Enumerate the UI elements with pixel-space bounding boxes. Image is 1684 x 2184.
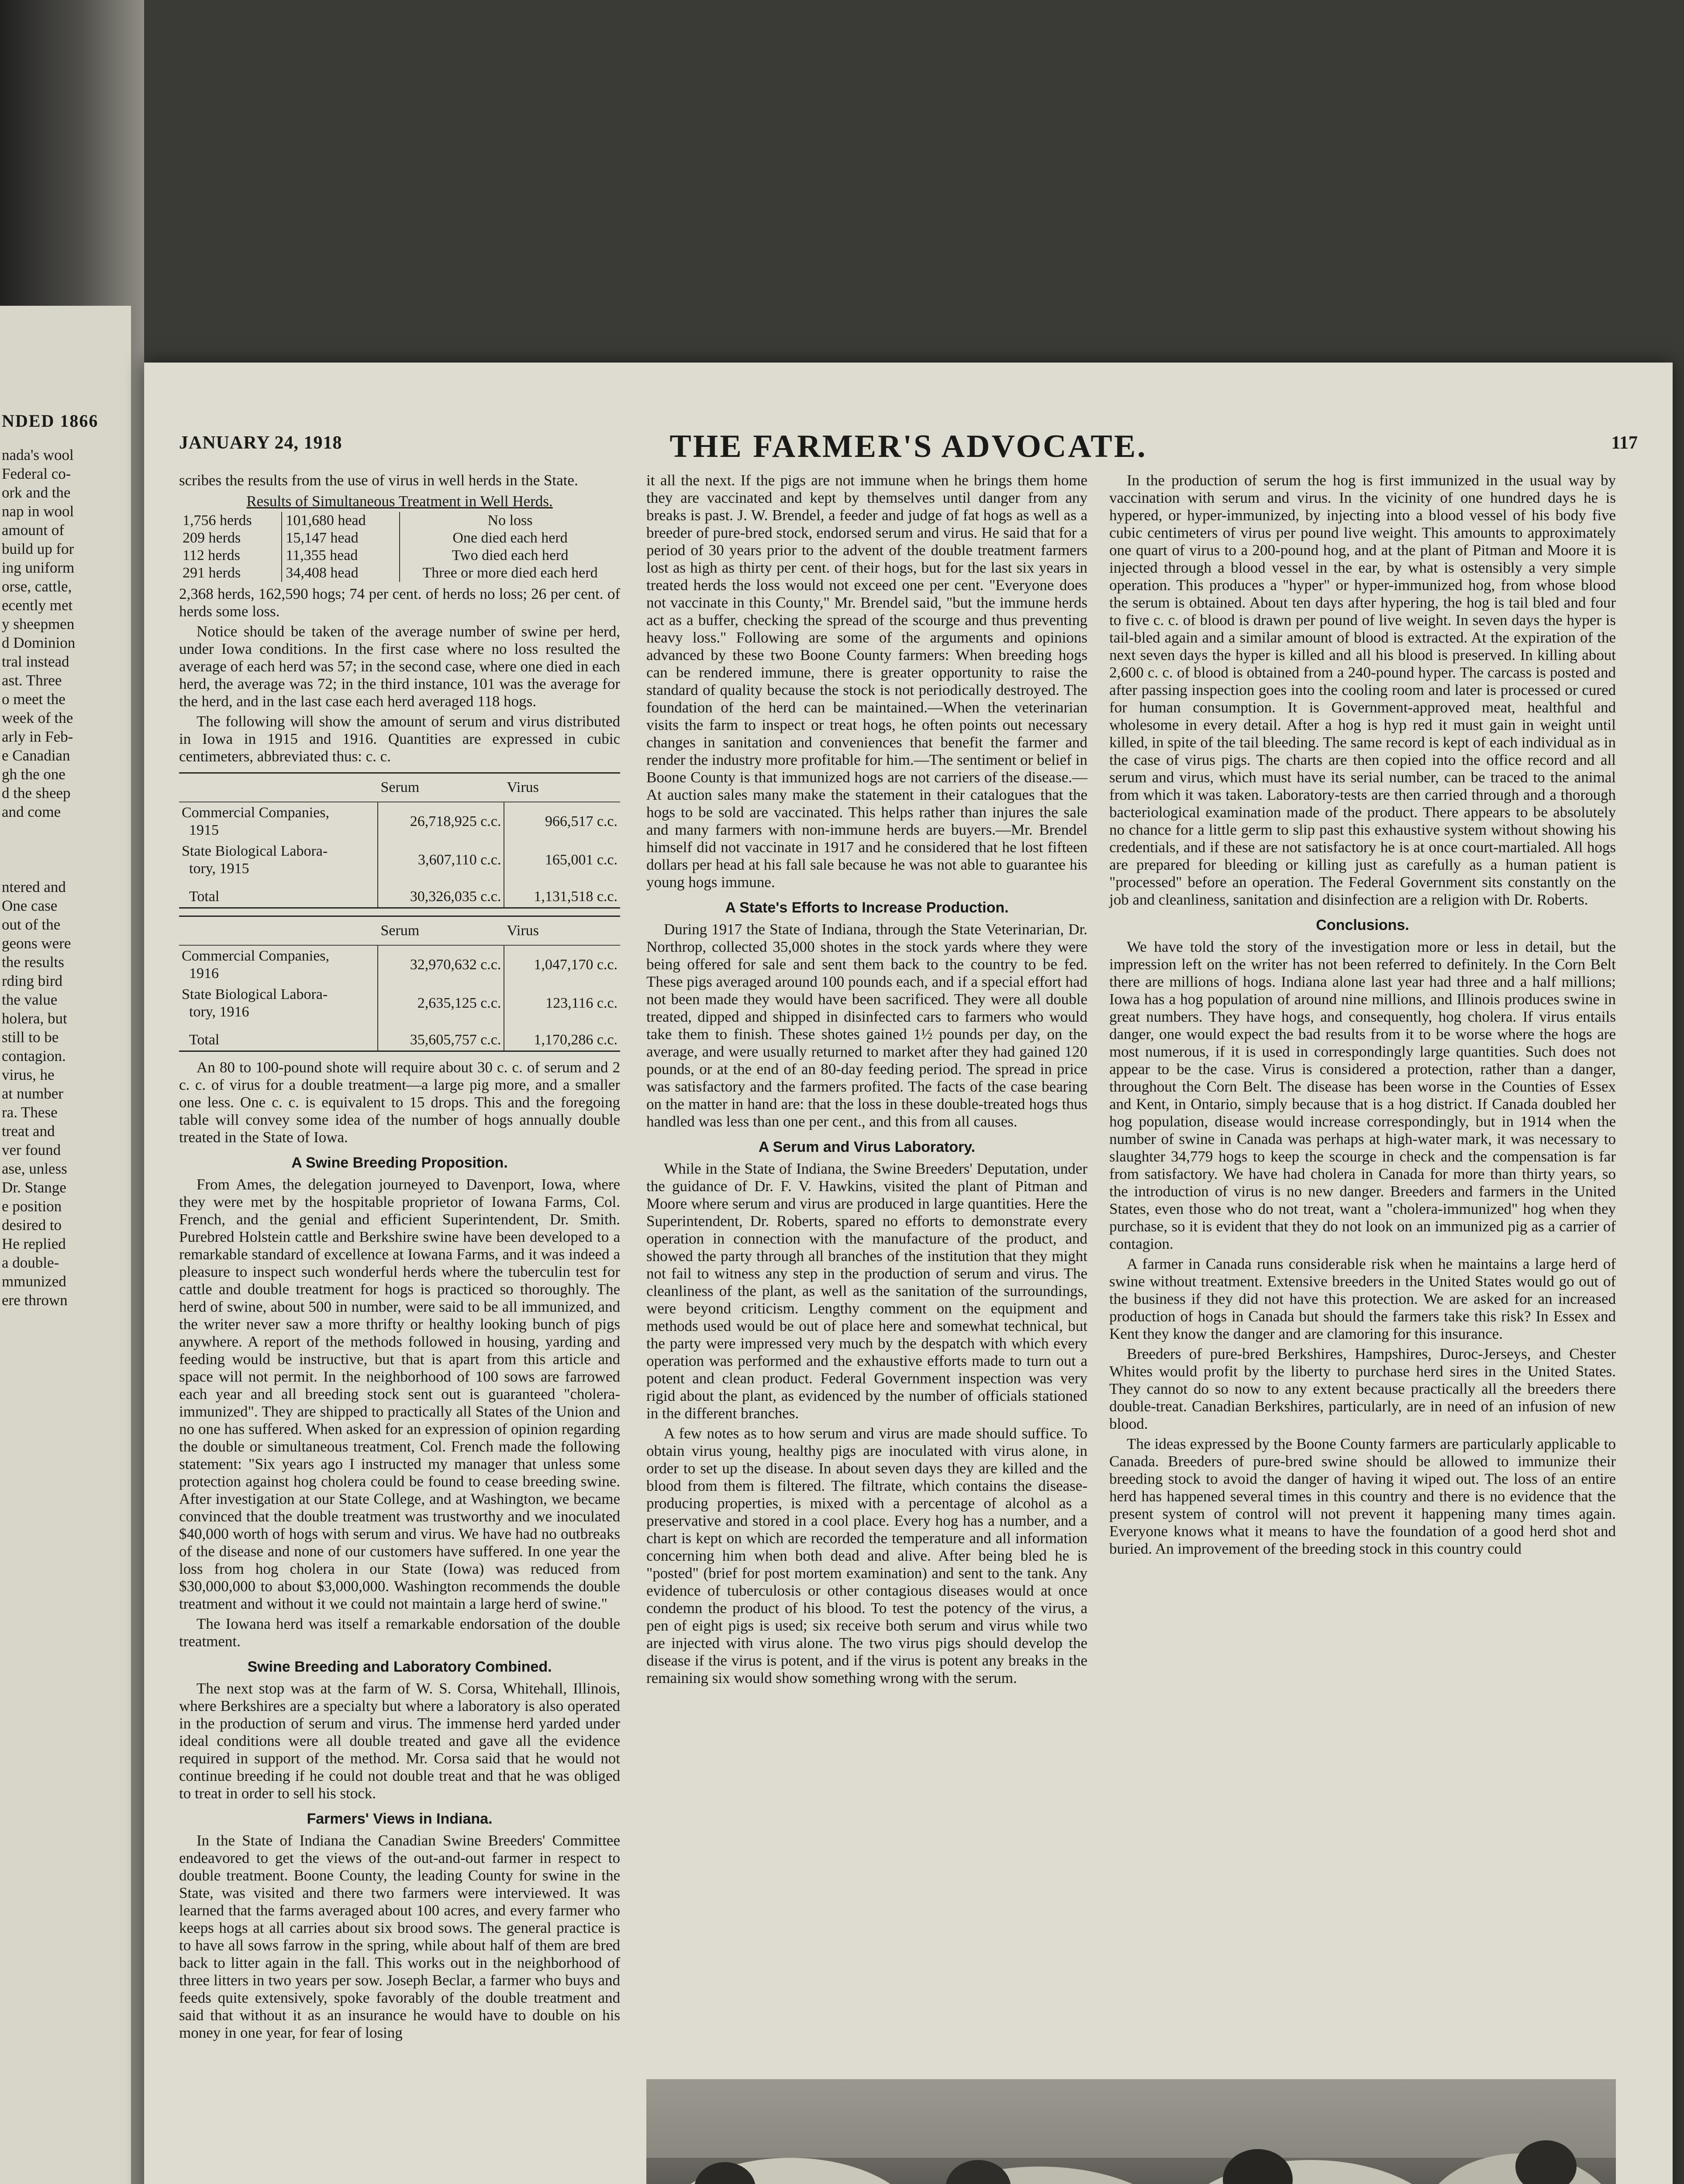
previous-page-line: ase, unless [2,1160,67,1177]
page-header [144,428,1673,467]
previous-page-line: week of the [2,709,73,726]
previous-page-line: He replied [2,1235,66,1252]
column-2 [646,472,1087,1690]
paragraph: From Ames, the delegation journeyed to Davenport, Iowa, where they were met by the hospitable proprietor of Iowana Farms, Col. French, and the genial and efficient Superintendent, Dr. Smith. Purebred Holstein cattle and Berkshire swine have been developed to a remarkable standard of excellence at Iowana Farms, and it was indeed a pleasure to inspect such wonderful herds where the tuberculin test for cattle and double treatment for hogs is practiced so thoroughly. The herd of swine, about 500 in number, were said to be all immunized, and the writer never saw a more thrifty or healthy looking bunch of pigs anywhere. A report of the methods followed in housing, yarding and feeding would be instructive, but that is apart from this article and space will not permit. In the neighborhood of 100 sows are farrowed each year and all breeding stock sent out is guaranteed "cholera-immunized". They are shipped to practically all States of the Union and no one has suffered. When asked for an expression of opinion regarding the double or simultaneous treatment, Col. French made the following statement: "Six years ago I instructed my manager that unless some protection against hog cholera could be found to cease breeding swine. After investigation at our State College, and at Washington, we became convinced that the double treatment was trustworthy and we inoculated $40,000 worth of hogs with serum and virus. We have had no outbreaks of the disease and none of our customers have suffered. In one year the loss from hog cholera in our State (Iowa) was reduced from $30,000,000 to about $3,000,000. Washington recommends the double treatment and without it we could not maintain a large herd of swine." [179,1176,620,1612]
table-row: 1,756 herds 101,680 head No loss [179,512,620,529]
previous-page-line: Federal co- [2,465,71,482]
previous-page-line [2,840,128,859]
previous-page-line: Dr. Stange [2,1179,66,1196]
table-row: State Biological Labora- tory, 1916 2,635,125 c.c. 123,116 c.c. [179,984,620,1023]
previous-page-line: ra. These [2,1104,58,1121]
previous-page-line: o meet the [2,691,66,708]
previous-page-line: virus, he [2,1066,55,1083]
previous-page-line: treat and [2,1123,55,1140]
paragraph: The ideas expressed by the Boone County farmers are particularly applicable to Canada. Breeders of pure-bred swine should be allowed to immunize their breeding stock to avoid the danger of having it wiped out. The loss of an entire herd has happened several times in this country and there is no evidence that the present system of control will not prevent it happening many times again. Everyone knows what it means to have the foundation of a good herd shot and buried. An improvement of the breeding stock in this country could [1109,1435,1616,1557]
page-number: 117 [1611,433,1638,453]
previous-page-line: y sheepmen [2,615,75,632]
previous-page-line: arly in Feb- [2,728,73,745]
previous-page-line: ecently met [2,597,73,614]
previous-page-line: gh the one [2,766,66,783]
sheep-photo-image [646,2079,1616,2184]
table-row: 112 herds 11,355 head Two died each herd [179,547,620,564]
results-summary: 2,368 herds, 162,590 hogs; 74 per cent. of herds no loss; 26 per cent. of herds some loss. [179,585,620,620]
previous-page-line: still to be [2,1029,59,1046]
section-heading: A Serum and Virus Laboratory. [758,1139,976,1155]
paragraph: In the production of serum the hog is first immunized in the usual way by vaccination with serum and virus. In the vicinity of one hundred days he is hypered, or hyper-immunized, by injecting into a blood vessel of his body five cubic centimeters of virus per pound live weight. This amounts to approximately one quart of virus to a 200-pound hog, and at the plant of Pitman and Moore it is injected through a blood vessel in the ear, by what is ostensibly a very simple operation. This produces a "hyper" or hyper-immunized hog, from whose blood the serum is obtained. About ten days after hypering, the hog is tail bled and four to five c. c. of blood is drawn per pound of live weight. In seven days the hyper is tail-bled again and a similar amount of blood is extracted. At the expiration of the next seven days the hyper is killed and all his blood is preserved. In killing about 2,600 c. c. of blood is obtained from a 240-pound hyper. The carcass is posted and after passing inspection goes into the cooling room and later is processed or cured for human consumption. It is Government-approved meat, healthful and wholesome in every detail. After a hog is hyp red it must gain in weight until killed, in spite of the tail bleeding. The same record is kept of each individual as in the case of virus pigs. The charts are then copied into the office record and all serum and virus, which must have its serial number, can be traced to the animal from which it was taken. Laboratory-tests are then carried through and a thorough bacteriological examination made of the product. There appears to be absolutely no chance for a little germ to slip past this exhaustive system without showing his credentials, and if these are not satisfactory he is at once court-martialed. All hogs are prepared for bleeding or killing just as carefully as a human patient is "processed" before an operation. The Federal Government sits constantly on the job and cleanliness, sanitation and disinfection are a religion with Dr. Roberts. [1109,472,1616,908]
previous-page-line: One case [2,897,58,914]
column-3 [1109,472,1616,1560]
previous-page-line: contagion. [2,1047,66,1064]
table-row: 291 herds 34,408 head Three or more died each herd [179,564,620,582]
paragraph: An 80 to 100-pound shote will require about 30 c. c. of serum and 2 c. c. of virus for a double treatment—a large pig more, and a smaller one less. One c. c. is equivalent to 15 drops. This and the foregoing table will convey some idea of the number of hogs annually double treated in the State of Iowa. [179,1059,620,1146]
paragraph: In the State of Indiana the Canadian Swine Breeders' Committee endeavored to get the views of the out-and-out farmer in respect to double treatment. Boone County, the leading County for swine in the State, was visited and there two farmers were interviewed. It was learned that the farms averaged about 100 acres, and every farmer who keeps hogs at all carries about six brood sows. The general practice is to have all sows farrow in the spring, while about half of them are bred back to litter again in the fall. This works out in the neighborhood of three litters in two years per sow. Joseph Beclar, a farmer who buys and feeds quite extensively, spoke favorably of the double treatment and said that without it as an insurance he would have to double on his money in one year, for fear of losing [179,1832,620,2041]
previous-page-line: ork and the [2,484,71,501]
table-row: 209 herds 15,147 head One died each herd [179,529,620,547]
newspaper-page [144,363,1673,2184]
previous-page-line: the value [2,991,58,1008]
previous-page-header: NDED 1866 [2,411,99,431]
section-heading: Farmers' Views in Indiana. [307,1811,493,1827]
previous-page-line: a double- [2,1254,59,1271]
table-row: Commercial Companies, 1916 32,970,632 c.c. 1,047,170 c.c. [179,945,620,984]
previous-page-line [2,821,128,840]
previous-page-text [2,446,128,1310]
previous-page-line: mmunized [2,1273,66,1290]
previous-page-line: orse, cattle, [2,578,72,595]
sheep-photograph [646,2079,1616,2184]
table-row: Commercial Companies, 1915 26,718,925 c.c. 966,517 c.c. [179,802,620,841]
paragraph: The Iowana herd was itself a remarkable endorsation of the double treatment. [179,1615,620,1650]
previous-page-line: tral instead [2,653,69,670]
previous-page-line: holera, but [2,1010,67,1027]
previous-page-line: ntered and [2,878,66,895]
paragraph: Breeders of pure-bred Berkshires, Hampshires, Duroc-Jerseys, and Chester Whites would profit by the liberty to purchase herd sires in the United States. They cannot do so now to any extent because practically all the breeders there double-treat. Canadian Berkshires, particularly, are in need of an infusion of new blood. [1109,1345,1616,1432]
previous-page-line: build up for [2,540,74,557]
paragraph: Notice should be taken of the average number of swine per herd, under Iowa conditions. In the first case where no loss resulted the average of each herd was 57; in the second case, where one died in each herd, the average was 72; in the third instance, 101 was the average for the herd, and in the last case each herd averaged 118 hogs. [179,623,620,710]
masthead-title: THE FARMER'S ADVOCATE. [669,429,1147,464]
paragraph: While in the State of Indiana, the Swine Breeders' Deputation, under the guidance of Dr. F. V. Hawkins, visited the plant of Pitman and Moore where serum and virus are produced in large quantities. Here the Superintendent, Dr. Roberts, spared no efforts to demonstrate every operation in connection with the manufacture of the product, and showed the party through all branches of the institution that they might not fail to witness any step in the production of serum and virus. The cleanliness of the plant, as well as the sanitation of the surroundings, were beyond criticism. Lengthy comment on the equipment and methods used would be out of place here and somewhat technical, but the party were impressed very much by the despatch with which every operation was performed and the exhaustive efforts made to turn out a potent and clean product. Federal Government inspection was very rigid about the plant, as evidenced by the number of officials stationed in the different branches. [646,1160,1087,1422]
previous-page-line: the results [2,954,64,971]
previous-page-line: at number [2,1085,63,1102]
previous-page-line: e position [2,1198,62,1215]
previous-page-line: amount of [2,522,64,539]
column-1 [179,472,620,2044]
previous-page-line: and come [2,803,61,820]
previous-page-line: ver found [2,1141,61,1158]
paragraph: A few notes as to how serum and virus are made should suffice. To obtain virus young, healthy pigs are inoculated with virus alone, in order to set up the disease. In about seven days they are killed and the blood from them is filtered. The filtrate, which contains the disease-producing properties, is mixed with a percentage of alcohol as a preservative and stored in a cool place. Every hog has a number, and a chart is kept on which are recorded the temperature and all information concerning him when both dead and alive. After being bled he is "posted" (brief for post mortem examination) and sent to the tank. Any evidence of tuberculosis or other contagious diseases would at once condemn the product of his blood. To test the potency of the virus, a pen of eight pigs is used; six receive both serum and virus while two are injected with virus alone. The two virus pigs should develop the disease if the virus is potent, and if the virus is potent any breaks in the remaining six would show something wrong with the serum. [646,1425,1087,1686]
serum-table-1915: Serum Virus Commercial Companies, 1915 26,718,925 c.c. 966,517 c.c. State Biological Labora- tory, 1915 3,607,110 c.c. 165,001 c.c. Total 30,326,035 c.c. 1,131,518 c.c. [179,772,620,909]
section-heading: A Swine Breeding Proposition. [291,1154,508,1171]
results-table-title: Results of Simultaneous Treatment in Well Herds. [246,493,553,510]
paragraph: During 1917 the State of Indiana, through the State Veterinarian, Dr. Northrop, collected 35,000 shotes in the stock yards where they were being offered for sale and sent them back to the country to be fed. These pigs averaged around 100 pounds each, and if a special effort had not been made they would have been sacrificed. They were all double treated, dipped and shipped in disinfected cars to farmers who would take them to finish. These shotes gained 1½ pounds per day, on the average, and were usually returned to market after they had gained 120 pounds, or at the end of an 80-day feeding period. The spread in price was satisfactory and the farmers profited. The facts of the case bearing on the matter in hand are: that the loss in these double-treated hogs thus handled was less than one per cent., and this from all causes. [646,921,1087,1130]
previous-page-line: ere thrown [2,1292,68,1309]
section-heading: A State's Efforts to Increase Production. [725,899,1009,916]
serum-table-1916: Serum Virus Commercial Companies, 1916 32,970,632 c.c. 1,047,170 c.c. State Biological Labora- tory, 1916 2,635,125 c.c. 123,116 c.c. Total 35,605,757 c.c. 1,170,286 c.c. [179,916,620,1052]
table-row: Total 35,605,757 c.c. 1,170,286 c.c. [179,1023,620,1051]
previous-page-line: rding bird [2,972,63,989]
previous-page-line: d the sheep [2,784,71,802]
table-row: Total 30,326,035 c.c. 1,131,518 c.c. [179,879,620,908]
previous-page-line: nap in wool [2,503,74,520]
previous-page-line: geons were [2,935,71,952]
previous-page-line: out of the [2,916,61,933]
previous-page-line: desired to [2,1216,62,1234]
previous-page-line: e Canadian [2,747,70,764]
paragraph: A farmer in Canada runs considerable risk when he maintains a large herd of swine without treatment. Extensive breeders in the United States would go out of the business if they did not have this protection. We are asked for an increased production of hogs in Canada but should the farmers take this risk? In Essex and Kent they know the danger and are clamoring for this insurance. [1109,1255,1616,1342]
issue-date: JANUARY 24, 1918 [179,433,342,453]
previous-page-line [2,859,128,878]
previous-page-line: d Dominion [2,634,76,651]
paragraph: scribes the results from the use of virus in well herds in the State. [179,472,578,489]
paragraph: it all the next. If the pigs are not immune when he brings them home they are vaccinated and kept by themselves until danger from any breaks is past. J. W. Brendel, a feeder and judge of fat hogs as well as a breeder of pure-bred stock, endorsed serum and virus. He said that for a period of 30 years prior to the advent of the double treatment farmers lost as high as thirty per cent. of their hogs, but for the last six years in treated herds the loss would not exceed one per cent. "Everyone does not vaccinate in this County," Mr. Brendel said, "but the immune herds act as a buffer, checking the spread of the scourge and thus preventing heavy loss." Following are some of the arguments and opinions advanced by these two Boone County farmers: When breeding hogs can be rendered immune, there is greater opportunity to raise the standard of quality because the stock is not periodically destroyed. The foundation of the herd can be maintained.—When the veterinarian visits the farm to inspect or treat hogs, he often points out necessary changes in sanitation and conveniences that benefit the farmer and render the industry more profitable for him.—The sentiment or belief in Boone County is that immunized hogs are not carriers of the disease.—At auction sales many make the statement in their catalogues that the hogs to be sold are vaccinated. This helps rather than injures the sale and many farmers with non-immune herds are buyers.—Mr. Brendel himself did not vaccinate in 1917 and he considered that he lost fifteen dollars per head at his fall sale because he was not able to guarantee his young hogs immune. [646,472,1087,891]
paragraph: The following will show the amount of serum and virus distributed in Iowa in 1915 and 1916. Quantities are expressed in cubic centimeters, abbreviated thus: c. c. [179,713,620,765]
previous-page-edge [0,306,131,2184]
results-table [179,493,620,582]
paragraph: We have told the story of the investigation more or less in detail, but the impression left on the writer has not been referred to definitely. In the Corn Belt there are millions of hogs. Indiana alone last year had three and a half millions; Iowa has a hog population of around nine millions, and Illinois produces swine in great numbers. They have hogs, and consequently, hog cholera. If virus entails danger, one would expect the bad results from it to be worse where the hogs are most numerous, if it is used in correspondingly large quantities. Such does not appear to be the case. Virus is considered a protection, rather than a danger, throughout the Corn Belt. The disease has been worse in the Counties of Essex and Kent, in Ontario, simply because that is a hog district. If Canada doubled her hog population, disease would increase correspondingly, but in 1914 when the number of swine in Canada was perhaps at high-water mark, it was necessary to slaughter 34,779 hogs to keep the scourge in check and the compensation is far from satisfactory. We have had cholera in Canada for more than thirty years, so the introduction of virus is no new danger. Breeders and farmers in the United States, even those who do not treat, want a "cholera-immunized" hog when they purchase, so it is evident that they do not look on an immunized pig as a carrier of contagion. [1109,938,1616,1252]
section-heading: Conclusions. [1316,917,1409,933]
paragraph: The next stop was at the farm of W. S. Corsa, Whitehall, Illinois, where Berkshires are a specialty but where a laboratory is also operated in the production of serum and virus. The immense herd yarded under ideal conditions were all double treated and gave all the evidence required in support of the method. Mr. Corsa said that he would not continue breeding if he could not double treat and that he was obliged to treat in order to sell his stock. [179,1680,620,1802]
previous-page-line: nada's wool [2,446,74,463]
previous-page-line: ing uniform [2,559,75,576]
previous-page-line: ast. Three [2,672,62,689]
table-row: State Biological Labora- tory, 1915 3,607,110 c.c. 165,001 c.c. [179,841,620,879]
section-heading: Swine Breeding and Laboratory Combined. [247,1659,552,1675]
